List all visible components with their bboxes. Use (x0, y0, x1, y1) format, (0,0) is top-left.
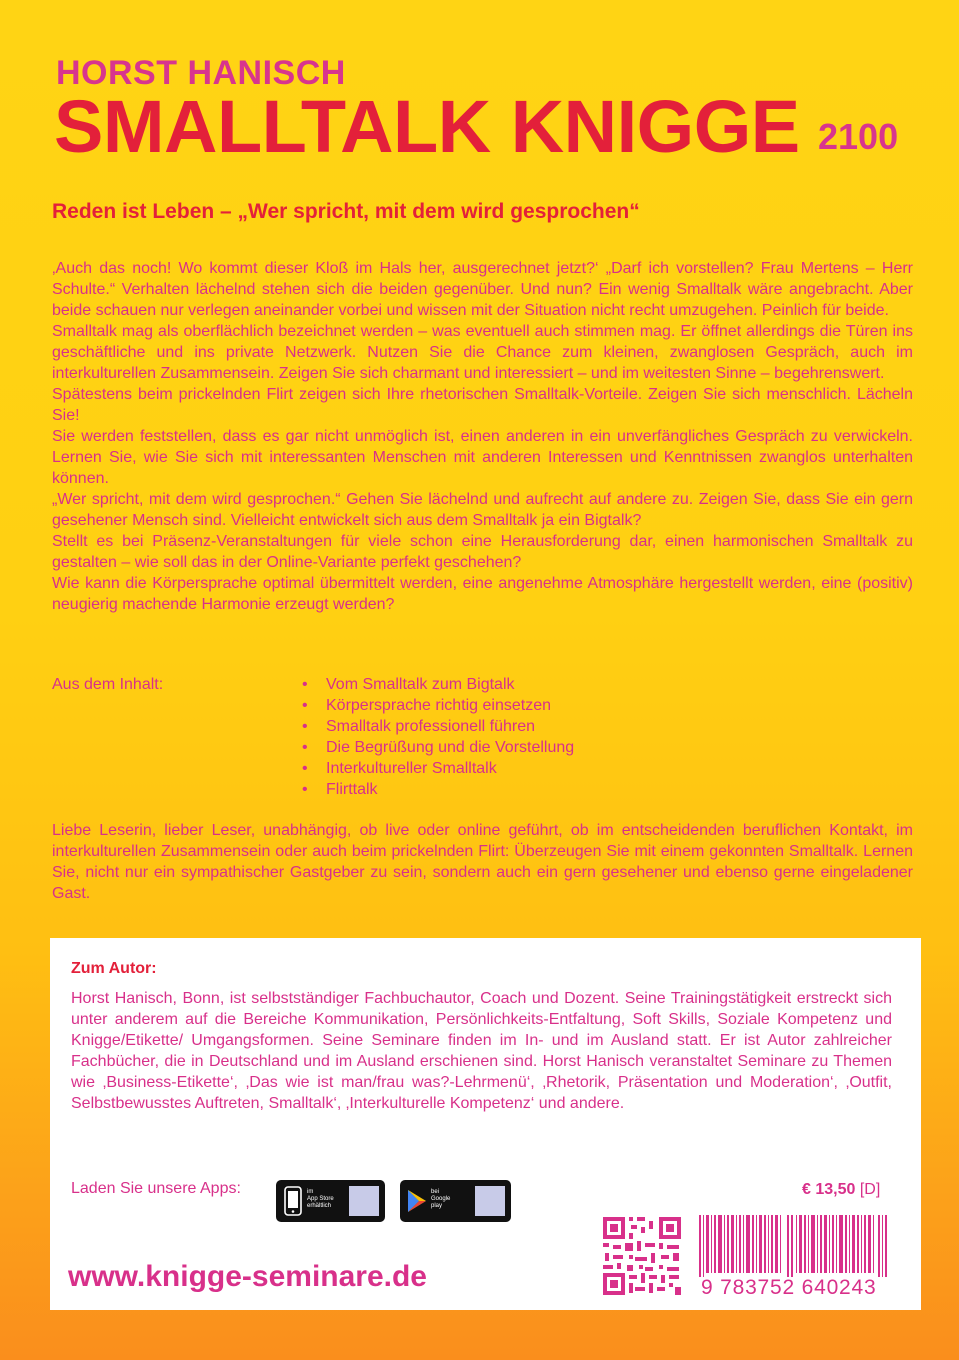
list-item-label: Flirttalk (326, 781, 378, 798)
about-heading: Zum Autor: (71, 960, 157, 977)
app-qr-icon (475, 1186, 505, 1216)
list-item-label: Vom Smalltalk zum Bigtalk (326, 676, 515, 693)
play-store-icon (406, 1189, 428, 1213)
paragraph: Stellt es bei Präsenz-Veranstaltungen für viele schon eine Herausforderung dar, einen harmonischen Smalltalk zu gestalten – wie soll das in der Online-Variante perfekt geschehen? (52, 533, 913, 571)
list-item-label: Smalltalk professionell führen (326, 718, 535, 735)
price (802, 1181, 880, 1199)
app-qr-icon (349, 1186, 379, 1216)
price-region: [D] (859, 1181, 881, 1198)
list-item (302, 695, 574, 716)
paragraph: Sie werden feststellen, dass es gar nicht unmöglich ist, einen anderen in ein unverfängliches Gespräch zu verwickeln. Lernen Sie, wie Sie sich mit interessanten Menschen mit anderen Interessen und Kenntnissen zwanglos unterhalten können. (52, 428, 913, 487)
phone-icon (284, 1186, 304, 1216)
bullet-icon: • (302, 781, 308, 798)
paragraph: Spätestens beim prickelnden Flirt zeigen sich Ihre rhetorischen Smalltalk-Vorteile. Zeigen Sie sich menschlich. Lächeln Sie! (52, 386, 913, 424)
list-item (302, 737, 574, 758)
bullet-icon: • (302, 676, 308, 693)
google-play-badge[interactable] (400, 1180, 511, 1222)
author-name: HORST HANISCH (56, 54, 346, 92)
paragraph: Smalltalk mag als oberflächlich bezeichnet werden – was eventuell auch stimmen mag. Er öffnet allerdings die Türen ins geschäftliche und ins private Netzwerk. Nutzen Sie die Chance zum kleinen, zwanglosen Gespräch, auch im interkulturellen Zusammensein. Zeigen Sie sich charmant und interessiert – und im weitesten Sinne – begehrenswert. (52, 323, 913, 382)
contents-list (302, 674, 574, 800)
about-text (71, 988, 892, 1114)
title-number: 2100 (818, 116, 899, 157)
bullet-icon: • (302, 739, 308, 756)
app-store-badge-text: im App Store erhältlich (307, 1189, 334, 1209)
bullet-icon: • (302, 760, 308, 777)
bullet-icon: • (302, 697, 308, 714)
paragraph: ‚Auch das noch! Wo kommt dieser Kloß im Hals her, ausgerechnet jetzt?‘ „Darf ich vorstellen? Frau Mertens – Herr Schulte.“ Verhalten lächelnd stehen sich die beiden gegenüber. Und nun? Ein wenig Smalltalk wäre angebracht. Aber beide schauen nur verlegen aneinander vorbei und wissen mit der Situation nicht recht umzugehen. Peinlich für beide. (52, 260, 913, 319)
closing-paragraph: Liebe Leserin, lieber Leser, unabhängig, ob live oder online geführt, ob im entscheidenden beruflichen Kontakt, im interkulturellen Zusammensein oder auch beim prickelnden Flirt: Überzeugen Sie mit einem gekonnten Smalltalk. Lernen Sie, nicht nur ein sympathischer Gastgeber zu sein, sondern auch ein gern gesehener und ebenso gerne eingeladener Gast. (52, 822, 913, 902)
closing-section (52, 820, 913, 904)
list-item (302, 779, 574, 800)
price-amount: € 13,50 (802, 1181, 856, 1198)
list-item-label: Interkultureller Smalltalk (326, 760, 497, 777)
qr-code-icon[interactable] (601, 1215, 683, 1297)
list-item (302, 716, 574, 737)
list-item-label: Körpersprache richtig einsetzen (326, 697, 552, 714)
isbn-number: 9 783752 640243 (701, 1276, 877, 1299)
google-play-badge-text: bei Google play (431, 1189, 451, 1209)
paragraph: Wie kann die Körpersprache optimal übermittelt werden, eine angenehme Atmosphäre hergestellt werden, eine (positiv) neugierig machende Harmonie erzeugt werden? (52, 575, 913, 613)
bullet-icon: • (302, 718, 308, 735)
app-store-badge[interactable] (276, 1180, 385, 1222)
contents-label: Aus dem Inhalt: (52, 676, 164, 693)
subtitle: Reden ist Leben – „Wer spricht, mit dem wird gesprochen“ (52, 200, 640, 223)
about-paragraph: Horst Hanisch, Bonn, ist selbstständiger Fachbuchautor, Coach und Dozent. Seine Trainingstätigkeit erstreckt sich unter anderem auf die Bereiche Kommunikation, Persönlichkeits-Entfaltung, Soft Skills, Soziale Kompetenz und Knigge/Etikette/ Umgangsformen. Seine Seminare finden im In- und im Ausland statt. Er ist Autor zahlreicher Fachbücher, die in Deutschland und im Ausland erschienen sind. Horst Hanisch veranstaltet Seminare zu Themen wie ‚Business-Etikette‘, ‚Das wie ist man/frau was?-Lehrmenü‘, ‚Rhetorik, Präsentation und Moderation‘, ‚Outfit, Selbstbewusstes Auftreten, Smalltalk‘, ‚Interkulturelle Kompetenz‘ und andere. (71, 990, 892, 1112)
barcode-icon (699, 1215, 889, 1277)
list-item (302, 674, 574, 695)
website-link[interactable]: www.knigge-seminare.de (68, 1260, 427, 1293)
list-item (302, 758, 574, 779)
author-info-box (50, 938, 921, 1310)
description (52, 258, 913, 615)
book-title: SMALLTALK KNIGGE (54, 85, 800, 168)
list-item-label: Die Begrüßung und die Vorstellung (326, 739, 575, 756)
paragraph: „Wer spricht, mit dem wird gesprochen.“ Gehen Sie lächelnd und aufrecht auf andere zu. Zeigen Sie, dass Sie ein gern gesehener Mensch sind. Vielleicht entwickelt sich aus dem Smalltalk ja ein Bigtalk? (52, 491, 913, 529)
apps-label: Laden Sie unsere Apps: (71, 1180, 241, 1197)
